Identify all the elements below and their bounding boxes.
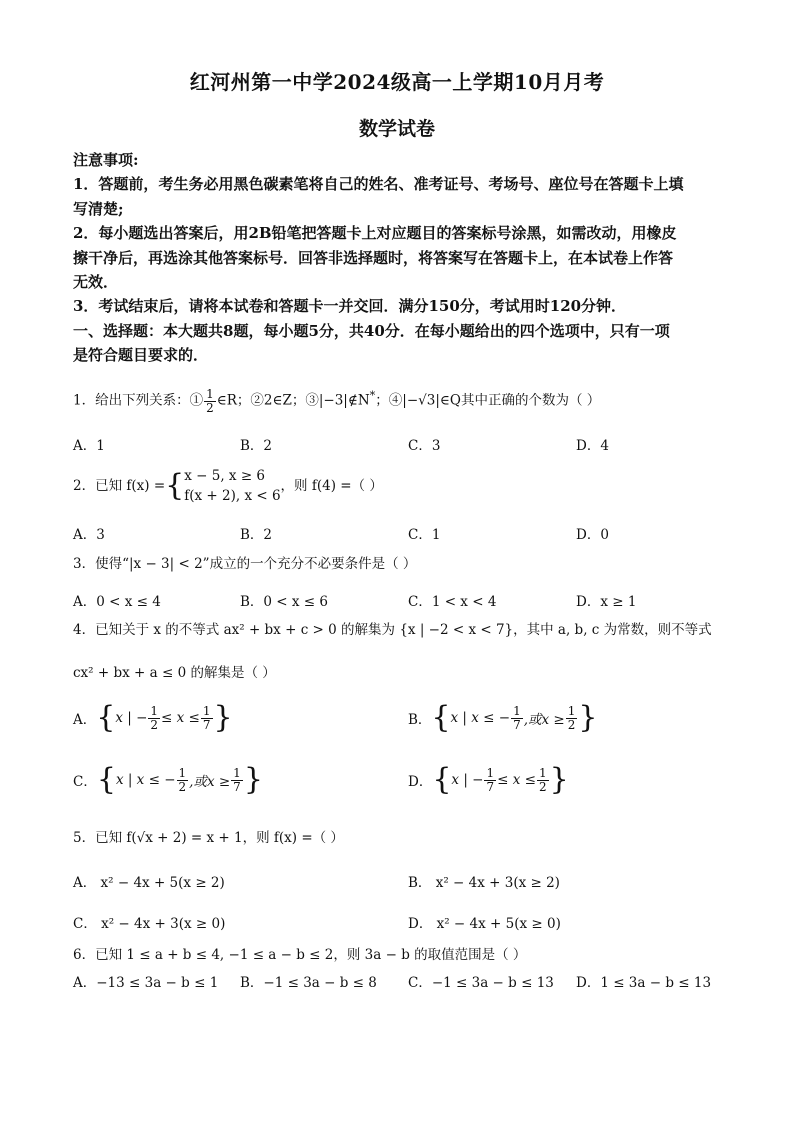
q3-option-b[interactable]: B．0 < x ≤ 6 [240, 594, 329, 610]
q2-option-b[interactable]: B．2 [240, 527, 273, 543]
q1-sup: * [369, 389, 376, 402]
q5-option-c[interactable]: C． x² − 4x + 3(x ≥ 0) [73, 916, 226, 932]
q2-piecewise [165, 466, 280, 506]
q2-case-1: x − 5, x ≥ 6 [184, 468, 266, 484]
q1-option-c[interactable]: C．3 [408, 438, 441, 454]
q6-option-b[interactable]: B．−1 ≤ 3a − b ≤ 8 [240, 975, 377, 991]
q1-option-d[interactable]: D．4 [576, 438, 609, 454]
q1-prefix: 1．给出下列关系：① [73, 392, 204, 409]
q6-option-a[interactable]: A．−13 ≤ 3a − b ≤ 1 [73, 975, 219, 991]
question-4-line-2: cx² + bx + a ≤ 0 的解集是（ ） [73, 665, 276, 681]
q4-option-c[interactable]: C． { x | x ≤ − $\frac{1}{2}$ ,或x ≥ $\frac{1}{7}$ } [73, 762, 263, 797]
note-line: 3．考试结束后，请将本试卷和答题卡一并交回．满分150分，考试用时120分钟． [73, 297, 627, 316]
question-6: 6．已知 1 ≤ a + b ≤ 4, −1 ≤ a − b ≤ 2，则 3a − b 的取值范围是（ ） [73, 947, 527, 963]
q2-brace: { [165, 468, 185, 503]
q2-case-2: f(x + 2), x < 6 [184, 488, 281, 504]
q2-option-a[interactable]: A．3 [73, 527, 105, 543]
q5-option-b[interactable]: B． x² − 4x + 3(x ≥ 2) [408, 875, 560, 891]
q3-option-d[interactable]: D．x ≥ 1 [576, 594, 637, 610]
section-heading: 一、选择题：本大题共8题，每小题5分，共40分．在每小题给出的四个选项中，只有一项 [73, 321, 670, 340]
q5-option-d[interactable]: D． x² − 4x + 5(x ≥ 0) [408, 916, 561, 932]
question-3: 3．使得“|x − 3| < 2”成立的一个充分不必要条件是（ ） [73, 556, 417, 572]
q1-rel-4-pre: ；④ [375, 392, 403, 409]
q6-option-d[interactable]: D．1 ≤ 3a − b ≤ 13 [576, 975, 712, 991]
q5-option-a[interactable]: A． x² − 4x + 5(x ≥ 2) [73, 875, 225, 891]
q1-rel-1-2: ∈R；②2∈Z；③ [216, 392, 319, 409]
q1-option-b[interactable]: B．2 [240, 438, 273, 454]
q1-suffix: 其中正确的个数为（ ） [460, 392, 601, 409]
q4-option-b[interactable]: B． { x | x ≤ − $\frac{1}{7}$ ,或x ≥ $\frac{1}{2}$ } [408, 700, 598, 735]
q4-option-d[interactable]: D． { x | − $\frac{1}{7}$ ≤ x ≤ $\frac{1}{2}$ } [408, 762, 569, 797]
note-line: 写清楚; [73, 199, 124, 218]
q1-rel-4: |−√3|∈Q [402, 392, 461, 409]
exam-subtitle: 数学试卷 [358, 118, 435, 140]
q2-prefix: 2．已知 f(x) = [73, 478, 166, 494]
question-5: 5．已知 f(√x + 2) = x + 1，则 f(x) =（ ） [73, 830, 344, 846]
q2-cases [184, 466, 280, 506]
q6-option-c[interactable]: C．−1 ≤ 3a − b ≤ 13 [408, 975, 554, 991]
note-line: 无效． [73, 273, 119, 292]
q3-option-c[interactable]: C．1 < x < 4 [408, 594, 497, 610]
note-line: 2．每小题选出答案后，用2B铅笔把答题卡上对应题目的答案标号涂黑，如需改动，用橡皮 [73, 224, 677, 243]
notes-heading: 注意事项: [73, 151, 139, 169]
q1-option-a[interactable]: A．1 [73, 438, 105, 454]
q1-fraction: $\frac{1}{2}$ [206, 386, 214, 415]
q2-option-c[interactable]: C．1 [408, 527, 441, 543]
q4-option-a[interactable]: A． { x | − $\frac{1}{2}$ ≤ x ≤ $\frac{1}{7}$ } [73, 700, 233, 735]
q1-rel-3: |−3|∉N [318, 392, 370, 409]
note-line: 擦干净后，再选涂其他答案标号．回答非选择题时，将答案写在答题卡上，在本试卷上作答 [73, 248, 674, 267]
question-4-line-1: 4．已知关于 x 的不等式 ax² + bx + c > 0 的解集为 {x | −2 < x < 7}，其中 a, b, c 为常数，则不等式 [73, 622, 712, 638]
question-2 [73, 466, 383, 506]
q2-suffix: ，则 f(4) =（ ） [280, 478, 383, 494]
q2-option-d[interactable]: D．0 [576, 527, 609, 543]
exam-title: 红河州第一中学2024级高一上学期10月月考 [189, 70, 605, 94]
section-heading-cont: 是符合题目要求的． [73, 346, 209, 365]
instructions [73, 148, 733, 368]
question-1 [73, 386, 600, 415]
q3-option-a[interactable]: A．0 < x ≤ 4 [73, 594, 161, 610]
note-line: 1．答题前，考生务必用黑色碳素笔将自己的姓名、准考证号、考场号、座位号在答题卡上填 [73, 175, 684, 194]
